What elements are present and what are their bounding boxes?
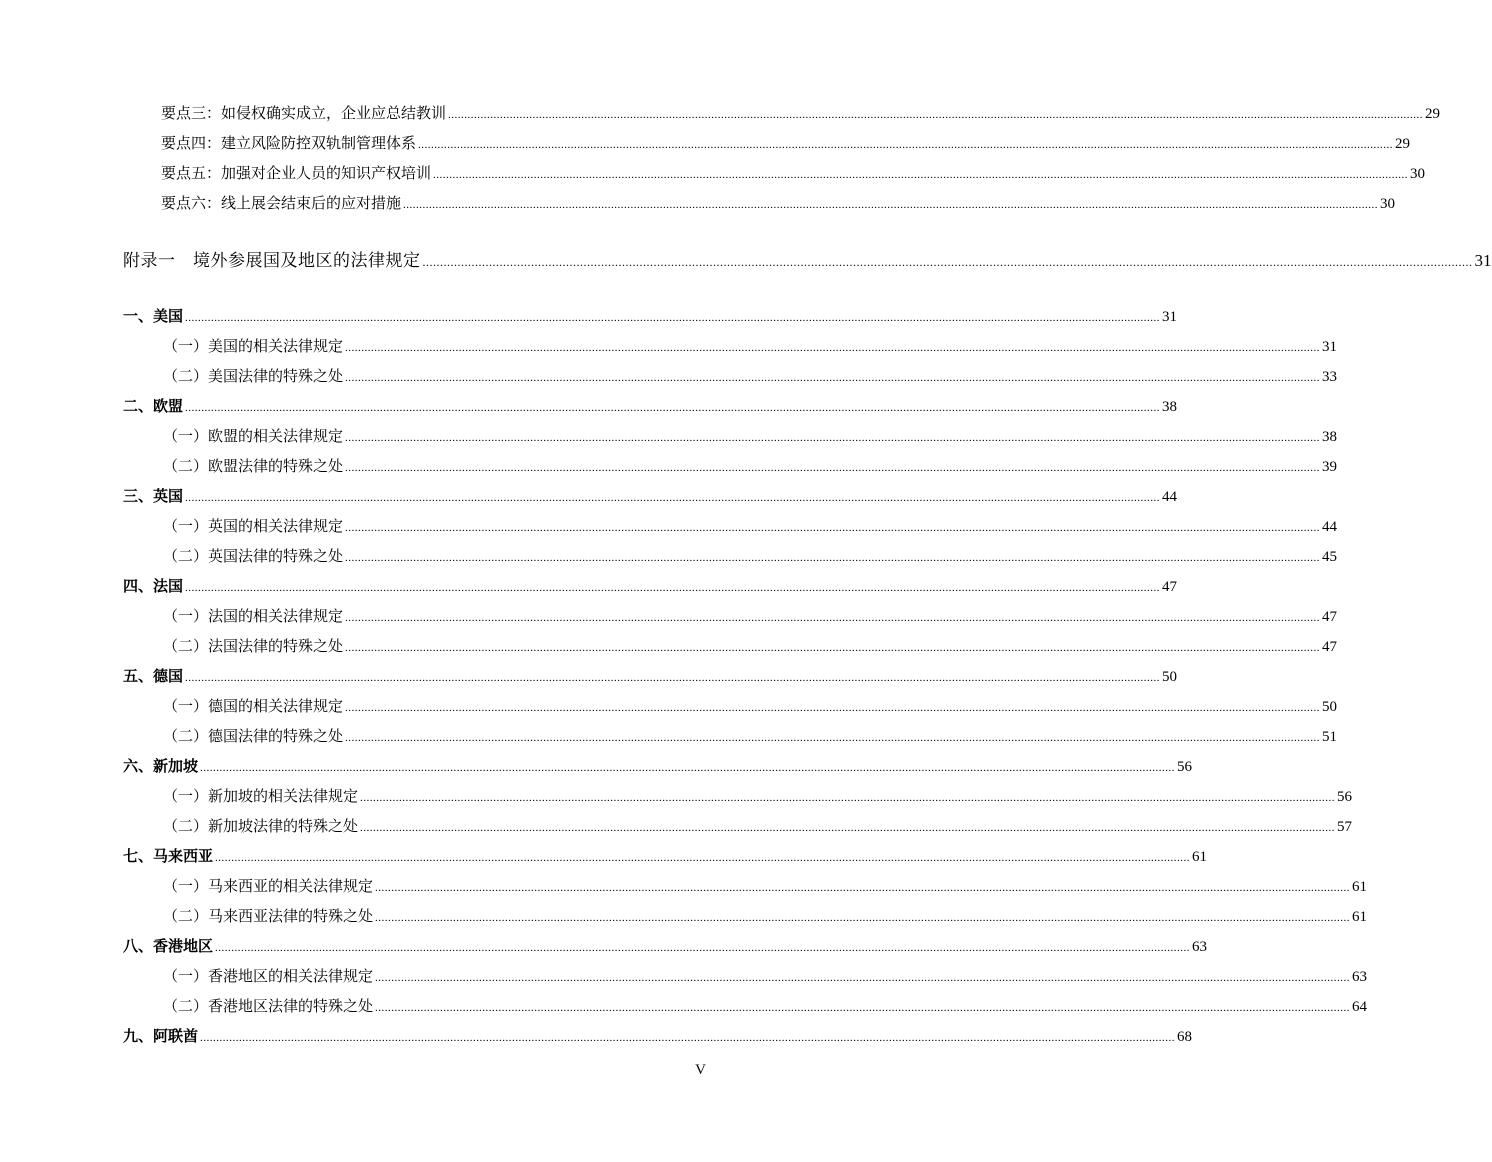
toc-entry-section-5[interactable] xyxy=(123,665,1178,686)
toc-entry-label: （二）英国法律的特殊之处 xyxy=(163,547,344,565)
dot-leader: ............................................................................................................................................................................................................................................................................................................ xyxy=(375,1002,1351,1014)
toc-entry-subsection[interactable] xyxy=(163,365,1338,386)
toc-entry-subsection[interactable] xyxy=(163,995,1368,1016)
toc-entry-subsection[interactable] xyxy=(163,515,1338,536)
dot-leader: ............................................................................................................................................................................................................................................................................................................ xyxy=(200,1032,1176,1044)
toc-page-number: 56 xyxy=(1337,789,1353,805)
toc-page-number: 68 xyxy=(1177,1029,1193,1045)
toc-entry-label: （二）法国法律的特殊之处 xyxy=(163,637,344,655)
toc-entry-label: 要点五：加强对企业人员的知识产权培训 xyxy=(161,164,432,182)
toc-page-number: 47 xyxy=(1162,579,1178,595)
toc-page-number: 44 xyxy=(1162,489,1178,505)
dot-leader: ............................................................................................................................................................................................................................................................................................................ xyxy=(345,552,1321,564)
toc-entry-label: 四、法国 xyxy=(123,577,184,595)
toc-entry-section-1[interactable] xyxy=(123,305,1178,326)
toc-entry-section-4[interactable] xyxy=(123,575,1178,596)
toc-entry-label: （一）欧盟的相关法律规定 xyxy=(163,427,344,445)
toc-entry-subsection[interactable] xyxy=(163,785,1353,806)
toc-entry-subsection[interactable] xyxy=(163,635,1338,656)
dot-leader: ............................................................................................................................................................................................................................................................................................................ xyxy=(345,612,1321,624)
toc-page-number: 51 xyxy=(1322,729,1338,745)
toc-entry-label: （二）德国法律的特殊之处 xyxy=(163,727,344,745)
dot-leader: ............................................................................................................................................................................................................................................................................................................ xyxy=(375,972,1351,984)
toc-entry-label: （一）美国的相关法律规定 xyxy=(163,337,344,355)
dot-leader: ............................................................................................................................................................................................................................................................................................................ xyxy=(360,792,1336,804)
toc-page-number: 29 xyxy=(1425,106,1441,122)
toc-entry-appendix-1[interactable] xyxy=(123,246,1492,271)
toc-page-number: 38 xyxy=(1322,429,1338,445)
toc-page-number: 30 xyxy=(1380,196,1396,212)
dot-leader: ............................................................................................................................................................................................................................................................................................................ xyxy=(433,169,1409,181)
toc-entry-point-5[interactable] xyxy=(161,162,1426,183)
toc-entry-label: （二）马来西亚法律的特殊之处 xyxy=(163,907,374,925)
toc-entry-subsection[interactable] xyxy=(163,545,1338,566)
toc-page-number: 29 xyxy=(1395,136,1411,152)
toc-entry-label: （二）欧盟法律的特殊之处 xyxy=(163,457,344,475)
toc-entry-point-6[interactable] xyxy=(161,192,1396,213)
dot-leader: ............................................................................................................................................................................................................................................................................................................ xyxy=(345,522,1321,534)
dot-leader: ............................................................................................................................................................................................................................................................................................................ xyxy=(403,199,1379,211)
toc-entry-label: （一）英国的相关法律规定 xyxy=(163,517,344,535)
dot-leader: ............................................................................................................................................................................................................................................................................................................ xyxy=(345,372,1321,384)
dot-leader: ............................................................................................................................................................................................................................................................................................................ xyxy=(345,432,1321,444)
toc-page-number: 47 xyxy=(1322,609,1338,625)
toc-entry-label: （一）香港地区的相关法律规定 xyxy=(163,967,374,985)
toc-entry-label: 三、英国 xyxy=(123,487,184,505)
toc-entry-label: （一）德国的相关法律规定 xyxy=(163,697,344,715)
dot-leader: ............................................................................................................................................................................................................................................................................................................ xyxy=(185,312,1161,324)
toc-entry-subsection[interactable] xyxy=(163,875,1368,896)
toc-page-number: 64 xyxy=(1352,999,1368,1015)
toc-page-number: 63 xyxy=(1192,939,1208,955)
dot-leader: ............................................................................................................................................................................................................................................................................................................ xyxy=(345,342,1321,354)
dot-leader: ............................................................................................................................................................................................................................................................................................................ xyxy=(422,255,1473,269)
page-footer-number: V xyxy=(695,1062,706,1078)
toc-page-number: 61 xyxy=(1352,879,1368,895)
toc-entry-subsection[interactable] xyxy=(163,905,1368,926)
toc-entry-label: （二）香港地区法律的特殊之处 xyxy=(163,997,374,1015)
toc-page-number: 39 xyxy=(1322,459,1338,475)
toc-page-number: 50 xyxy=(1322,699,1338,715)
toc-entry-label: 一、美国 xyxy=(123,307,184,325)
toc-entry-section-2[interactable] xyxy=(123,395,1178,416)
toc-entry-subsection[interactable] xyxy=(163,425,1338,446)
toc-entry-label: （一）法国的相关法律规定 xyxy=(163,607,344,625)
toc-page-number: 31 xyxy=(1474,251,1492,270)
toc-entry-label: 附录一 境外参展国及地区的法律规定 xyxy=(123,251,421,271)
dot-leader: ............................................................................................................................................................................................................................................................................................................ xyxy=(418,139,1394,151)
dot-leader: ............................................................................................................................................................................................................................................................................................................ xyxy=(345,732,1321,744)
dot-leader: ............................................................................................................................................................................................................................................................................................................ xyxy=(345,642,1321,654)
toc-entry-subsection[interactable] xyxy=(163,335,1338,356)
dot-leader: ............................................................................................................................................................................................................................................................................................................ xyxy=(360,822,1336,834)
toc-page-number: 47 xyxy=(1322,639,1338,655)
toc-entry-label: 五、德国 xyxy=(123,667,184,685)
dot-leader: ............................................................................................................................................................................................................................................................................................................ xyxy=(448,109,1424,121)
toc-entry-label: 要点三：如侵权确实成立，企业应总结教训 xyxy=(161,104,447,122)
toc-page-number: 45 xyxy=(1322,549,1338,565)
toc-entry-subsection[interactable] xyxy=(163,815,1353,836)
dot-leader: ............................................................................................................................................................................................................................................................................................................ xyxy=(185,402,1161,414)
toc-entry-label: 六、新加坡 xyxy=(123,757,199,775)
toc-page-number: 50 xyxy=(1162,669,1178,685)
toc-entry-label: 二、欧盟 xyxy=(123,397,184,415)
dot-leader: ............................................................................................................................................................................................................................................................................................................ xyxy=(345,702,1321,714)
toc-entry-label: 八、香港地区 xyxy=(123,937,214,955)
toc-page-number: 31 xyxy=(1162,309,1178,325)
dot-leader: ............................................................................................................................................................................................................................................................................................................ xyxy=(185,492,1161,504)
toc-entry-label: 九、阿联酋 xyxy=(123,1027,199,1045)
toc-page-number: 61 xyxy=(1352,909,1368,925)
toc-entry-label: 要点四：建立风险防控双轨制管理体系 xyxy=(161,134,417,152)
toc-entry-label: （一）新加坡的相关法律规定 xyxy=(163,787,359,805)
toc-entry-subsection[interactable] xyxy=(163,605,1338,626)
dot-leader: ............................................................................................................................................................................................................................................................................................................ xyxy=(215,942,1191,954)
toc-page-number: 33 xyxy=(1322,369,1338,385)
dot-leader: ............................................................................................................................................................................................................................................................................................................ xyxy=(345,462,1321,474)
toc-page-number: 57 xyxy=(1337,819,1353,835)
toc-entry-section-9[interactable] xyxy=(123,1025,1193,1046)
toc-entry-label: （二）美国法律的特殊之处 xyxy=(163,367,344,385)
toc-entry-label: （一）马来西亚的相关法律规定 xyxy=(163,877,374,895)
toc-entry-section-8[interactable] xyxy=(123,935,1208,956)
toc-entry-point-4[interactable] xyxy=(161,132,1411,153)
toc-page-number: 61 xyxy=(1192,849,1208,865)
toc-entry-section-7[interactable] xyxy=(123,845,1208,866)
toc-page-number: 31 xyxy=(1322,339,1338,355)
toc-entry-label: 七、马来西亚 xyxy=(123,847,214,865)
dot-leader: ............................................................................................................................................................................................................................................................................................................ xyxy=(215,852,1191,864)
dot-leader: ............................................................................................................................................................................................................................................................................................................ xyxy=(375,882,1351,894)
toc-entry-section-6[interactable] xyxy=(123,755,1193,776)
dot-leader: ............................................................................................................................................................................................................................................................................................................ xyxy=(185,672,1161,684)
toc-entry-subsection[interactable] xyxy=(163,695,1338,716)
toc-entry-subsection[interactable] xyxy=(163,455,1338,476)
toc-page-number: 38 xyxy=(1162,399,1178,415)
toc-entry-point-3[interactable] xyxy=(161,102,1441,123)
dot-leader: ............................................................................................................................................................................................................................................................................................................ xyxy=(200,762,1176,774)
toc-entry-subsection[interactable] xyxy=(163,965,1368,986)
toc-page-number: 63 xyxy=(1352,969,1368,985)
toc-entry-section-3[interactable] xyxy=(123,485,1178,506)
toc-page-number: 44 xyxy=(1322,519,1338,535)
toc-entry-subsection[interactable] xyxy=(163,725,1338,746)
toc-page-number: 30 xyxy=(1410,166,1426,182)
toc-entry-label: （二）新加坡法律的特殊之处 xyxy=(163,817,359,835)
toc-page-number: 56 xyxy=(1177,759,1193,775)
dot-leader: ............................................................................................................................................................................................................................................................................................................ xyxy=(375,912,1351,924)
toc-entry-label: 要点六：线上展会结束后的应对措施 xyxy=(161,194,402,212)
dot-leader: ............................................................................................................................................................................................................................................................................................................ xyxy=(185,582,1161,594)
